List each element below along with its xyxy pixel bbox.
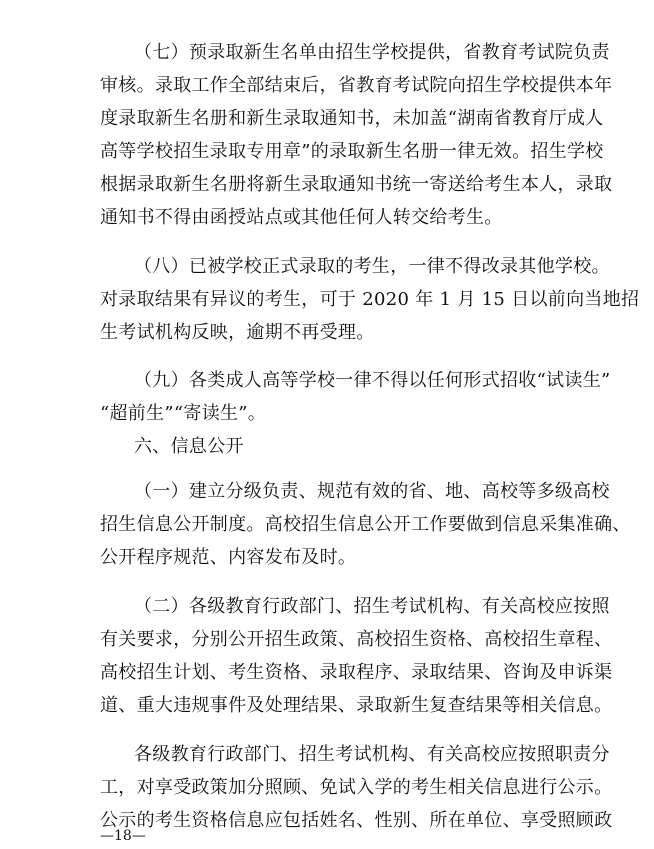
paragraph-6-2-line-1: （二）各级教育行政部门、招生考试机构、有关高校应按照 — [134, 596, 610, 617]
paragraph-9-line-1: （九）各类成人高等学校一律不得以任何形式招收“试读生” — [134, 370, 611, 391]
paragraph-6-3-line-1: 各级教育行政部门、招生考试机构、有关高校应按照职责分 — [134, 744, 610, 765]
paragraph-7-line-5: 根据录取新生名册将新生录取通知书统一寄送给考生本人，录取 — [100, 174, 613, 195]
paragraph-6-1-line-1: （一）建立分级负责、规范有效的省、地、高校等多级高校 — [134, 481, 610, 502]
paragraph-8-line-3: 生考试机构反映，逾期不再受理。 — [100, 322, 375, 343]
paragraph-6-3-line-3: 公示的考生资格信息应包括姓名、性别、所在单位、享受照顾政 — [100, 810, 613, 831]
paragraph-6-2-line-3: 高校招生计划、考生资格、录取程序、录取结果、咨询及申诉渠 — [100, 662, 613, 683]
paragraph-7-line-6: 通知书不得由函授站点或其他任何人转交给考生。 — [100, 207, 503, 228]
paragraph-7-line-2: 审核。录取工作全部结束后，省教育考试院向招生学校提供本年 — [100, 75, 613, 96]
paragraph-7-line-1: （七）预录取新生名单由招生学校提供，省教育考试院负责 — [134, 42, 610, 63]
paragraph-6-2-line-2: 有关要求，分别公开招生政策、高校招生资格、高校招生章程、 — [100, 629, 613, 650]
paragraph-6-1-line-3: 公开程序规范、内容发布及时。 — [100, 547, 357, 568]
paragraph-6-3-line-2: 工，对享受政策加分照顾、免试入学的考生相关信息进行公示。 — [100, 777, 613, 798]
paragraph-9-line-2: “超前生”“寄读生”。 — [100, 403, 267, 424]
paragraph-6-1-line-2: 招生信息公开制度。高校招生信息公开工作要做到信息采集准确、 — [100, 514, 631, 535]
paragraph-7-line-4: 高等学校招生录取专用章”的录取新生名册一律无效。招生学校 — [100, 141, 604, 162]
section-heading-information-disclosure: 六、信息公开 — [134, 436, 244, 457]
paragraph-7-line-3: 度录取新生名册和新生录取通知书，未加盖“湖南省教育厅成人 — [100, 108, 604, 129]
paragraph-6-2-line-4: 道、重大违规事件及处理结果、录取新生复查结果等相关信息。 — [100, 695, 613, 716]
page-number: —18— — [100, 828, 146, 844]
paragraph-8-line-2: 对录取结果有异议的考生，可于 2020 年 1 月 15 日以前向当地招 — [100, 289, 640, 310]
paragraph-8-line-1: （八）已被学校正式录取的考生，一律不得改录其他学校。 — [134, 256, 610, 277]
